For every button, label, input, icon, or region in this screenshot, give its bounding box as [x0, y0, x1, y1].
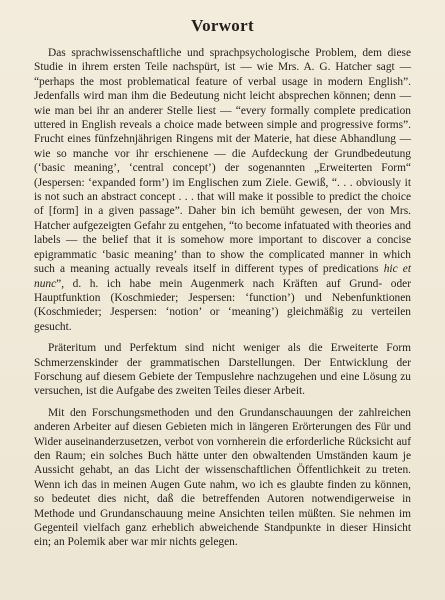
text-run: Präteritum und Perfektum sind nicht weniger als die Erweiterte Form Schmerzenskinder der grammatischen Darstellungen. Der Entwicklung der Forschung auf diesem Gebiete der Tempuslehre nachzugehen und eine Lösung zu versuchen, ist die Aufgabe des zweiten Teiles dieser Arbeit. [34, 342, 411, 398]
page-title: Vorwort [191, 16, 254, 35]
text-run: ”, d. h. ich habe mein Augenmerk nach Kräften auf Grund- oder Hauptfunktion (Koschmieder; Jespersen: ‘function’) und Nebenfunktionen (Koschmieder; Jespersen: ‘notion’ or ‘meaning’) gleichmäßig zu verteilen gesucht. [34, 277, 411, 333]
text-run: Das sprachwissenschaftliche und sprachpsychologische Problem, dem diese Studie in ihrem ersten Teile nachspürt, ist — wie Mrs. A. G. Hatcher sagt — “perhaps the most problematical feature of verbal usage in modern English”. Jedenfalls wird man ihm die Bedeutung nicht leicht absprechen können; denn — wie man bei ihr an anderer Stelle liest — “every formally complete predication uttered in English reveals a choice made between simple and progressive forms”. Frucht eines fünfzehnjährigen Ringens mit der Materie, hat diese Abhandlung — wie so manche vor ihr erschienene — die Aufdeckung der Grundbedeutung (‘basic meaning’, ‘central concept’) der sogenannten „Erweiterten Form“ (Jespersen: ‘expanded form’) im Englischen zum Ziele. Gewiß, “. . . obviously it is not such an abstract concept . . . that will make it possible to predict the choice of [form] in a given passage”. Daher bin ich bemüht gewesen, der von Mrs. Hatcher aufgezeigten Gefahr zu entgehen, “to become infatuated with theories and labels — the belief that it is somehow more important to discover a concise epigrammatic ‘basic meaning’ than to show the complicated manner in which such a meaning actually reveals itself in different types of predications [34, 47, 411, 276]
paragraph-3 [34, 406, 411, 550]
paragraph-1 [34, 46, 411, 334]
body-text [34, 46, 411, 550]
text-run: Mit den Forschungsmethoden und den Grundanschauungen der zahlreichen anderen Arbeiter auf diesen Gebieten mich in längeren Erörterungen des Für und Wider auseinanderzusetzen, verbot von vornherein die erforderliche Rücksicht auf den Raum; ein solches Buch hätte unter den obwaltenden Umständen kaum je Aussicht gehabt, an das Licht der wissenschaftlichen Öffentlichkeit zu treten. Wenn ich das in meinen Augen Gute nahm, wo ich es glaubte finden zu können, so bedeutet dies nicht, daß die betreffenden Autoren notwendigerweise in Methode und Grundanschauung meine Ansichten teilen müßten. Sie nehmen im Gegenteil vielfach ganz erheblich abweichende Standpunkte in dieser Hinsicht ein; an Polemik aber war mir nichts gelegen. [34, 406, 411, 549]
italic-phrase: hic et nunc [34, 263, 411, 290]
paragraph-2 [34, 341, 411, 399]
